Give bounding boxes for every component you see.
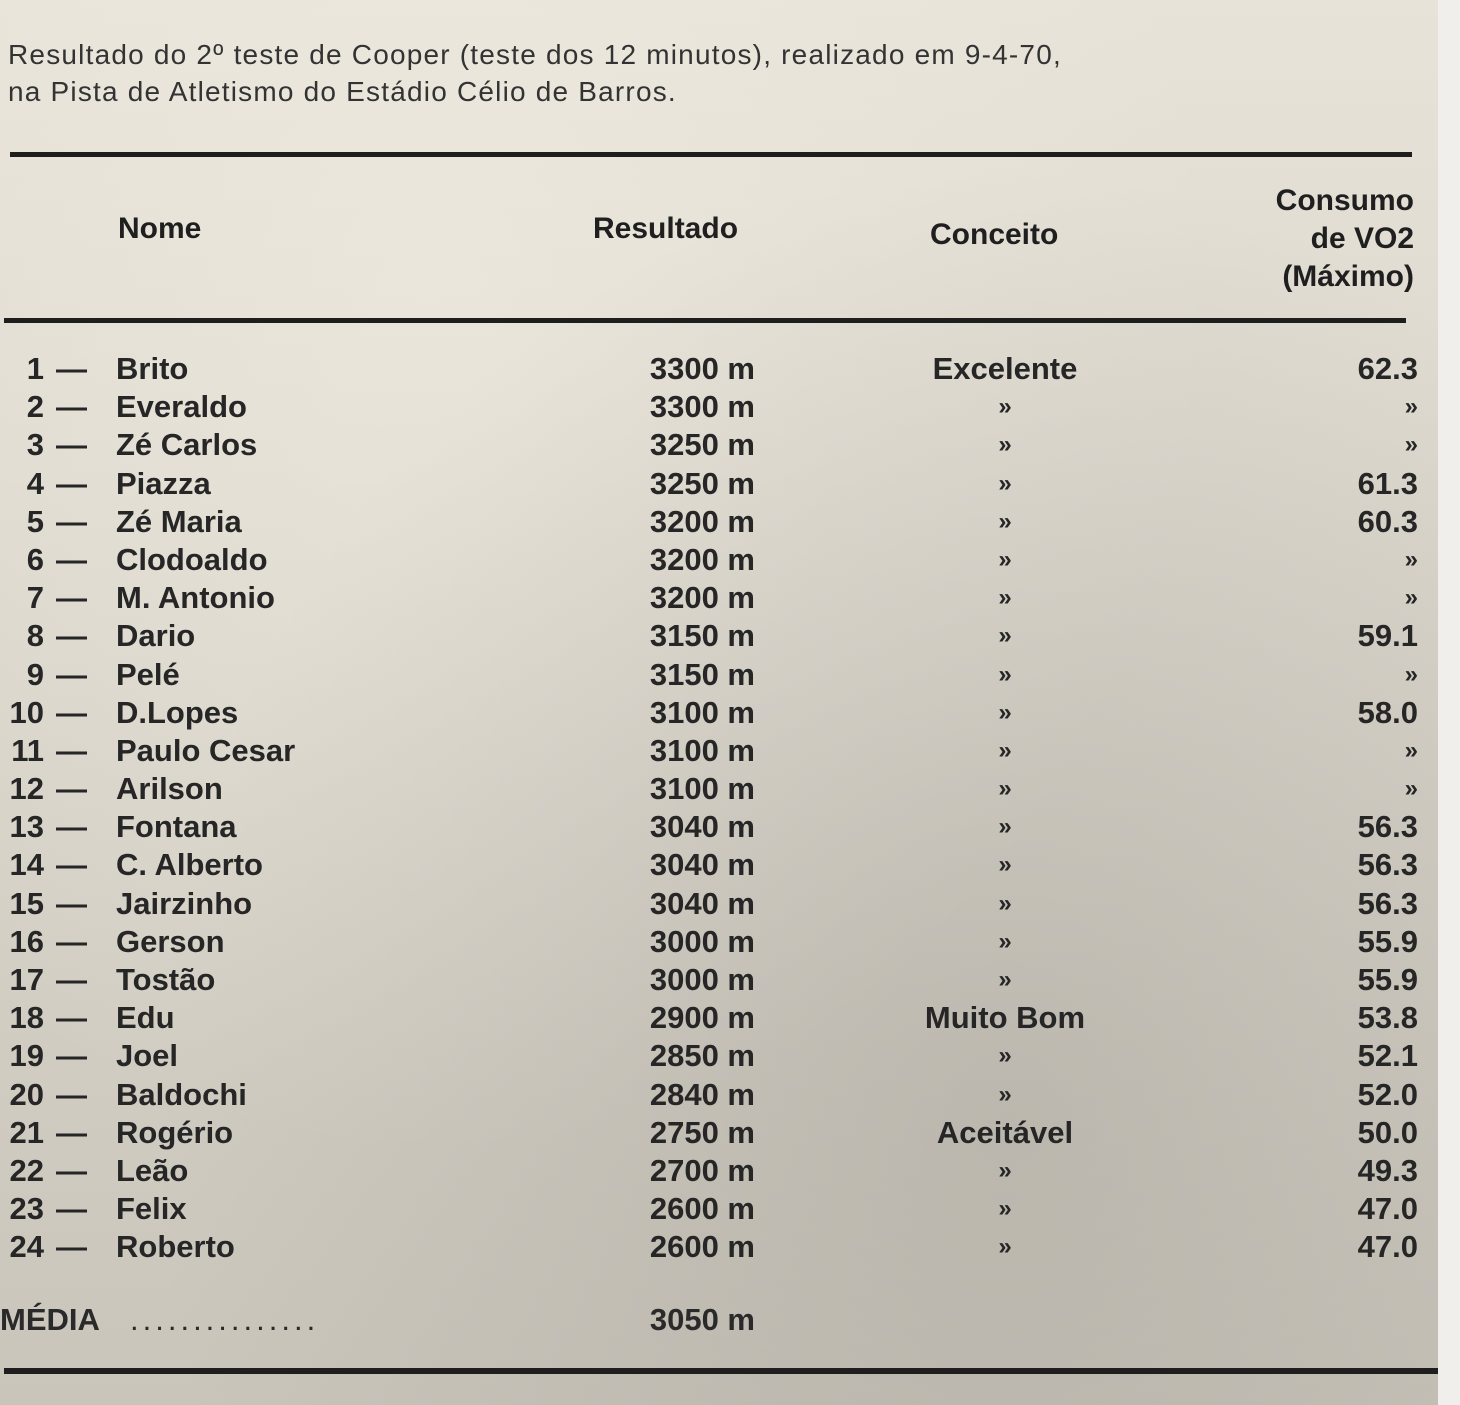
row-number: 2 bbox=[26, 389, 44, 425]
row-dash: — bbox=[56, 885, 87, 921]
player-name: Zé Carlos bbox=[116, 427, 258, 463]
row-number: 15 bbox=[9, 885, 44, 921]
player-name: Rogério bbox=[116, 1114, 234, 1150]
vo2-max: 61.3 bbox=[1357, 465, 1418, 501]
result-distance: 3000 m bbox=[649, 962, 755, 997]
concept: » bbox=[998, 431, 1012, 459]
row-dash: — bbox=[56, 962, 87, 997]
vo2-max: » bbox=[1404, 584, 1418, 612]
vo2-max: 49.3 bbox=[1357, 1152, 1418, 1188]
concept: » bbox=[998, 660, 1012, 688]
row-dash: — bbox=[56, 1038, 87, 1074]
player-name: M. Antonio bbox=[116, 580, 275, 616]
row-number: 8 bbox=[26, 618, 44, 654]
table-row bbox=[0, 1037, 1438, 1075]
table-row bbox=[0, 808, 1438, 846]
table-row bbox=[0, 732, 1438, 770]
row-number: 9 bbox=[26, 656, 44, 692]
concept: » bbox=[998, 507, 1012, 535]
table-row bbox=[0, 656, 1438, 694]
row-number: 4 bbox=[26, 465, 44, 501]
table-row bbox=[0, 465, 1438, 503]
table-row bbox=[0, 541, 1438, 579]
player-name: Brito bbox=[116, 351, 189, 386]
row-dash: — bbox=[56, 847, 87, 883]
header-resultado: Resultado bbox=[593, 212, 739, 245]
table-row bbox=[0, 1190, 1438, 1228]
right-margin-strip bbox=[1438, 0, 1460, 1405]
row-number: 7 bbox=[26, 580, 44, 616]
row-number: 19 bbox=[9, 1038, 44, 1074]
concept: » bbox=[998, 851, 1012, 879]
row-dash: — bbox=[56, 1000, 87, 1036]
media-value: 3050 m bbox=[649, 1302, 755, 1337]
concept: » bbox=[998, 545, 1012, 573]
table-row bbox=[0, 770, 1438, 808]
result-distance: 2840 m bbox=[649, 1076, 755, 1112]
concept: » bbox=[998, 1233, 1012, 1261]
row-dash: — bbox=[56, 427, 87, 463]
player-name: Everaldo bbox=[116, 389, 247, 425]
concept: » bbox=[998, 469, 1012, 497]
concept: » bbox=[998, 393, 1012, 421]
results-table-body bbox=[0, 350, 1438, 1267]
concept: » bbox=[998, 698, 1012, 726]
table-row bbox=[0, 1076, 1438, 1114]
row-dash: — bbox=[56, 732, 87, 768]
table-row bbox=[0, 1228, 1438, 1266]
table-row bbox=[0, 923, 1438, 961]
bottom-rule bbox=[4, 1368, 1438, 1374]
header-vo2-line-3: (Máximo) bbox=[1282, 260, 1414, 293]
concept: » bbox=[998, 966, 1012, 993]
result-distance: 3040 m bbox=[649, 809, 755, 845]
result-distance: 3200 m bbox=[649, 503, 755, 539]
row-dash: — bbox=[56, 694, 87, 730]
row-dash: — bbox=[56, 389, 87, 425]
player-name: Zé Maria bbox=[116, 503, 242, 539]
row-dash: — bbox=[56, 1152, 87, 1188]
player-name: Pelé bbox=[116, 656, 180, 692]
result-distance: 2900 m bbox=[649, 1000, 755, 1036]
result-distance: 3150 m bbox=[649, 656, 755, 692]
player-name: Roberto bbox=[116, 1229, 235, 1265]
vo2-max: 52.1 bbox=[1357, 1038, 1418, 1074]
media-leader-dots: ............... bbox=[130, 1302, 320, 1337]
player-name: C. Alberto bbox=[116, 847, 263, 883]
player-name: Dario bbox=[116, 618, 196, 654]
result-distance: 3150 m bbox=[649, 618, 755, 654]
table-row bbox=[0, 885, 1438, 923]
caption bbox=[8, 36, 1428, 110]
result-distance: 2750 m bbox=[649, 1114, 755, 1150]
vo2-max: 56.3 bbox=[1357, 885, 1418, 921]
row-dash: — bbox=[56, 656, 87, 692]
concept: Muito Bom bbox=[924, 1000, 1086, 1036]
row-number: 14 bbox=[9, 847, 44, 883]
concept: » bbox=[998, 736, 1012, 764]
table-row bbox=[0, 1114, 1438, 1152]
row-number: 13 bbox=[9, 809, 44, 845]
player-name: Baldochi bbox=[116, 1076, 247, 1112]
result-distance: 3100 m bbox=[649, 771, 755, 807]
vo2-max: 62.3 bbox=[1357, 351, 1418, 386]
top-rule bbox=[10, 152, 1412, 157]
table-row bbox=[0, 579, 1438, 617]
result-distance: 3250 m bbox=[649, 427, 755, 463]
concept: » bbox=[998, 813, 1012, 841]
row-number: 21 bbox=[9, 1114, 44, 1150]
row-dash: — bbox=[56, 1076, 87, 1112]
vo2-max: 50.0 bbox=[1357, 1114, 1418, 1150]
header-vo2 bbox=[1200, 182, 1414, 296]
result-distance: 2700 m bbox=[649, 1152, 755, 1188]
concept: » bbox=[998, 622, 1012, 650]
result-distance: 2600 m bbox=[649, 1229, 755, 1265]
header-conceito: Conceito bbox=[930, 218, 1059, 251]
header-vo2-line-2: de VO2 bbox=[1310, 222, 1414, 255]
concept: » bbox=[998, 584, 1012, 612]
result-distance: 3200 m bbox=[649, 580, 755, 616]
vo2-max: » bbox=[1404, 393, 1418, 421]
vo2-max: 60.3 bbox=[1357, 503, 1418, 539]
player-name: Arilson bbox=[116, 771, 223, 807]
row-dash: — bbox=[56, 809, 87, 845]
row-dash: — bbox=[56, 503, 87, 539]
result-distance: 3040 m bbox=[649, 847, 755, 883]
result-distance: 3100 m bbox=[649, 694, 755, 730]
row-number: 10 bbox=[9, 694, 44, 730]
concept: » bbox=[998, 927, 1012, 955]
row-number: 24 bbox=[9, 1229, 44, 1265]
header-rule bbox=[4, 318, 1406, 323]
row-number: 6 bbox=[26, 541, 44, 577]
vo2-max: 55.9 bbox=[1357, 923, 1418, 959]
row-number: 23 bbox=[9, 1191, 44, 1227]
row-dash: — bbox=[56, 541, 87, 577]
table-row bbox=[0, 999, 1438, 1037]
player-name: Clodoaldo bbox=[116, 541, 268, 577]
row-dash: — bbox=[56, 580, 87, 616]
row-dash: — bbox=[56, 465, 87, 501]
player-name: Gerson bbox=[116, 923, 225, 959]
player-name: Edu bbox=[116, 1000, 175, 1036]
player-name: Paulo Cesar bbox=[116, 732, 296, 768]
player-name: Fontana bbox=[116, 809, 237, 845]
concept: Excelente bbox=[932, 351, 1078, 386]
concept: » bbox=[998, 1195, 1012, 1223]
caption-line-2: na Pista de Atletismo do Estádio Célio de Barros. bbox=[8, 76, 677, 107]
vo2-max: 53.8 bbox=[1357, 1000, 1418, 1036]
concept: Aceitável bbox=[936, 1114, 1074, 1150]
caption-line-1: Resultado do 2º teste de Cooper (teste dos 12 minutos), realizado em 9-4-70, bbox=[8, 39, 1062, 70]
row-dash: — bbox=[56, 1229, 87, 1265]
row-dash: — bbox=[56, 618, 87, 654]
vo2-max: 58.0 bbox=[1357, 694, 1418, 730]
row-dash: — bbox=[56, 923, 87, 959]
result-distance: 3000 m bbox=[649, 923, 755, 959]
row-number: 20 bbox=[9, 1076, 44, 1112]
header-vo2-line-1: Consumo bbox=[1275, 184, 1414, 217]
row-dash: — bbox=[56, 1191, 87, 1227]
vo2-max: » bbox=[1404, 775, 1418, 803]
row-number: 5 bbox=[26, 503, 44, 539]
vo2-max: 56.3 bbox=[1357, 847, 1418, 883]
media-label: MÉDIA bbox=[0, 1302, 100, 1337]
result-distance: 3300 m bbox=[649, 351, 755, 386]
concept: » bbox=[998, 1156, 1012, 1184]
result-distance: 3300 m bbox=[649, 389, 755, 425]
table-row bbox=[0, 388, 1438, 426]
row-dash: — bbox=[56, 1114, 87, 1150]
table-row bbox=[0, 694, 1438, 732]
row-number: 18 bbox=[9, 1000, 44, 1036]
row-number: 22 bbox=[9, 1152, 44, 1188]
row-number: 11 bbox=[11, 732, 44, 768]
table-row bbox=[0, 1152, 1438, 1190]
table-row bbox=[0, 503, 1438, 541]
row-dash: — bbox=[56, 771, 87, 807]
vo2-max: 55.9 bbox=[1357, 962, 1418, 997]
concept: » bbox=[998, 1080, 1012, 1108]
concept: » bbox=[998, 889, 1012, 917]
table-row bbox=[0, 846, 1438, 884]
result-distance: 2600 m bbox=[649, 1191, 755, 1227]
player-name: Piazza bbox=[116, 465, 211, 501]
vo2-max: » bbox=[1404, 431, 1418, 459]
result-distance: 2850 m bbox=[649, 1038, 755, 1074]
vo2-max: » bbox=[1404, 545, 1418, 573]
vo2-max: 59.1 bbox=[1357, 618, 1418, 654]
result-distance: 3250 m bbox=[649, 465, 755, 501]
player-name: D.Lopes bbox=[116, 694, 239, 730]
result-distance: 3200 m bbox=[649, 541, 755, 577]
player-name: Joel bbox=[116, 1038, 179, 1074]
row-number: 17 bbox=[9, 962, 44, 997]
row-dash: — bbox=[56, 351, 87, 386]
result-distance: 3040 m bbox=[649, 885, 755, 921]
player-name: Felix bbox=[116, 1191, 187, 1227]
player-name: Tostão bbox=[116, 962, 216, 997]
vo2-max: 47.0 bbox=[1357, 1229, 1418, 1265]
table-row bbox=[0, 350, 1438, 388]
header-nome: Nome bbox=[118, 212, 202, 245]
row-number: 3 bbox=[26, 427, 44, 463]
row-number: 16 bbox=[9, 923, 44, 959]
concept: » bbox=[998, 775, 1012, 803]
player-name: Leão bbox=[116, 1152, 189, 1188]
vo2-max: » bbox=[1404, 660, 1418, 688]
result-distance: 3100 m bbox=[649, 732, 755, 768]
row-number: 1 bbox=[26, 351, 44, 386]
vo2-max: 52.0 bbox=[1357, 1076, 1418, 1112]
table-row bbox=[0, 426, 1438, 464]
table-row bbox=[0, 617, 1438, 655]
player-name: Jairzinho bbox=[116, 885, 253, 921]
vo2-max: 47.0 bbox=[1357, 1191, 1418, 1227]
table-row bbox=[0, 961, 1438, 999]
vo2-max: 56.3 bbox=[1357, 809, 1418, 845]
concept: » bbox=[998, 1042, 1012, 1070]
row-number: 12 bbox=[9, 771, 44, 807]
vo2-max: » bbox=[1404, 736, 1418, 764]
